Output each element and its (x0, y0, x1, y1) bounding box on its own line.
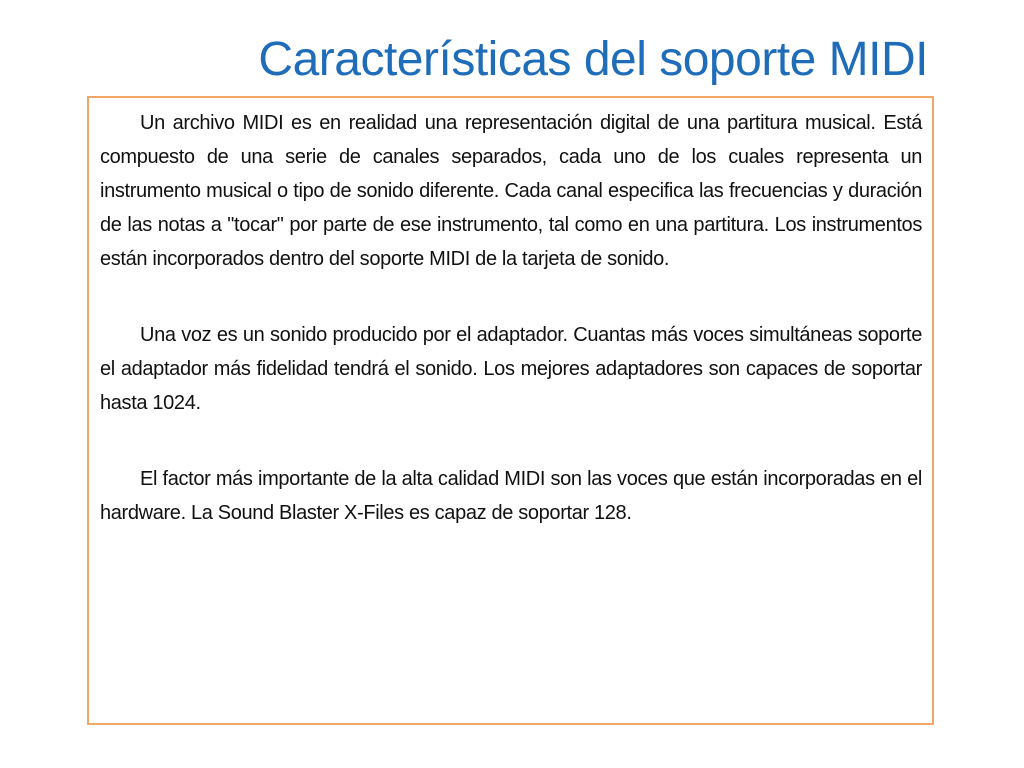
paragraph-voices: Una voz es un sonido producido por el adaptador. Cuantas más voces simultáneas soporte el adaptador más fidelidad tendrá el sonido. Los mejores adaptadores son capaces de soportar hasta 1024. (100, 324, 922, 414)
slide-title: Características del soporte MIDI (258, 33, 928, 86)
content-text-box (87, 96, 934, 725)
paragraph-quality-factor: El factor más importante de la alta calidad MIDI son las voces que están incorporadas en el hardware. La Sound Blaster X-Files es capaz de soportar 128. (100, 468, 922, 524)
paragraph-midi-file: Un archivo MIDI es en realidad una representación digital de una partitura musical. Está compuesto de una serie de canales separados, cada uno de los cuales representa un instrumento musical o tipo de sonido diferente. Cada canal especifica las frecuencias y duración de las notas a "tocar" por parte de ese instrumento, tal como en una partitura. Los instrumentos están incorporados dentro del soporte MIDI de la tarjeta de sonido. (100, 112, 922, 270)
